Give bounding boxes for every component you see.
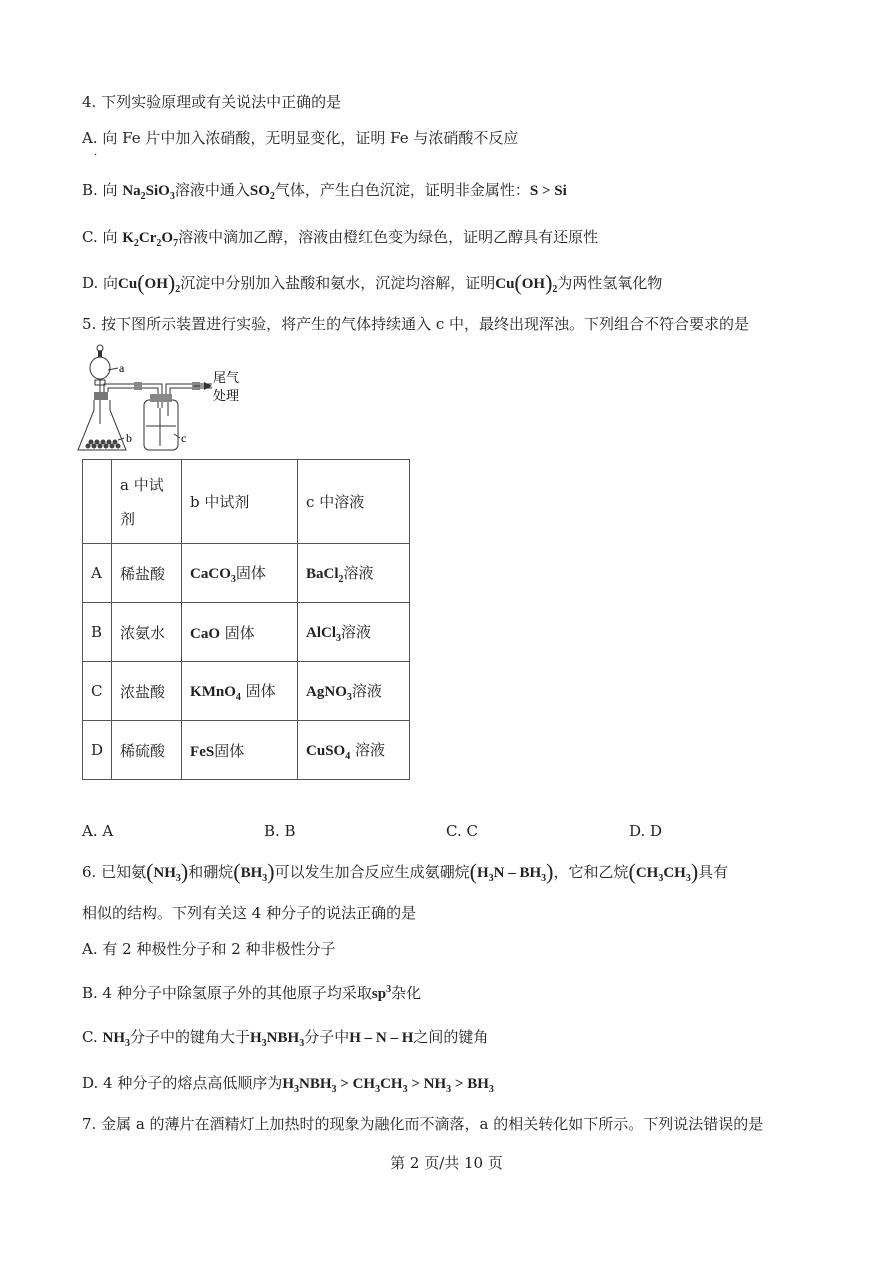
q5-option-c: C. C <box>446 822 478 840</box>
label-tail-2: 处理 <box>213 389 240 404</box>
table-header-c: c 中溶液 <box>298 460 410 544</box>
apparatus-figure <box>74 342 254 458</box>
table-header-a: a 中试 剂 <box>112 460 182 544</box>
table-row: A 稀盐酸 CaCO$_3$固体 BaCl$_2$溶液 <box>83 544 410 603</box>
table-row: B 浓氨水 CaO 固体 AlCl$_3$溶液 <box>83 603 410 662</box>
q6-option-d: D. 4 种分子的熔点高低顺序为$H_3NBH_3 > CH_3CH_3 > NH_3 > BH_3$ <box>82 1074 494 1095</box>
q6-option-c: C. $NH_3$分子中的键角大于$H_3NBH_3$分子中H – N – H之间的键角 <box>82 1028 489 1049</box>
q4-option-a: A. 向 Fe 片中加入浓硝酸，无明显变化，证明 Fe 与浓硝酸不反应 <box>82 129 519 147</box>
label-c: c <box>181 431 187 445</box>
q6-stem-line1: 6. 已知氨$(NH_3)$和硼烷$(BH_3)$可以发生加合反应生成氨硼烷$(H_3N - BH_3)$，它和乙烷$(CH_3CH_3)$具有 <box>82 859 729 884</box>
table-header-b: b 中试剂 <box>182 460 298 544</box>
dot-mark: · <box>94 150 98 161</box>
q4-stem: 4. 下列实验原理或有关说法中正确的是 <box>82 93 342 111</box>
q4-option-d: D. 向$Cu(OH)_2$沉淀中分别加入盐酸和氨水，沉淀均溶解，证明$Cu(OH)_2$为两性氢氧化物 <box>82 270 663 295</box>
q4-option-b: B. 向 $Na_2SiO_3$溶液中通入$SO_2$气体，产生白色沉淀，证明非金属性：S > Si <box>82 181 567 202</box>
label-tail-1: 尾气 <box>213 371 240 386</box>
label-b: b <box>126 431 132 445</box>
q5-stem: 5. 按下图所示装置进行实验，将产生的气体持续通入 c 中，最终出现浑浊。下列组合不符合要求的是 <box>82 315 750 333</box>
q5-option-a: A. A <box>82 822 114 840</box>
reagent-table <box>82 459 410 780</box>
table-row: C 浓盐酸 KMnO$_4$ 固体 AgNO$_3$溶液 <box>83 662 410 721</box>
label-a: a <box>119 361 125 375</box>
table-header-blank <box>83 460 112 544</box>
q5-option-d: D. D <box>629 822 663 840</box>
q4-option-c: C. 向 $K_2Cr_2O_7$溶液中滴加乙醇，溶液由橙红色变为绿色，证明乙醇具有还原性 <box>82 228 599 249</box>
page-footer: 第 2 页/共 10 页 <box>390 1154 503 1172</box>
table-row: D 稀硫酸 FeS固体 CuSO$_4$ 溶液 <box>83 721 410 780</box>
q7-stem: 7. 金属 a 的薄片在酒精灯上加热时的现象为融化而不滴落，a 的相关转化如下所示。下列说法错误的是 <box>82 1115 764 1133</box>
q5-option-b: B. B <box>264 822 296 840</box>
q6-option-a: A. 有 2 种极性分子和 2 种非极性分子 <box>82 940 336 958</box>
q6-stem-line2: 相似的结构。下列有关这 4 种分子的说法正确的是 <box>82 904 417 922</box>
q6-option-b: B. 4 种分子中除氢原子外的其他原子均采取$sp^3$杂化 <box>82 984 422 1002</box>
